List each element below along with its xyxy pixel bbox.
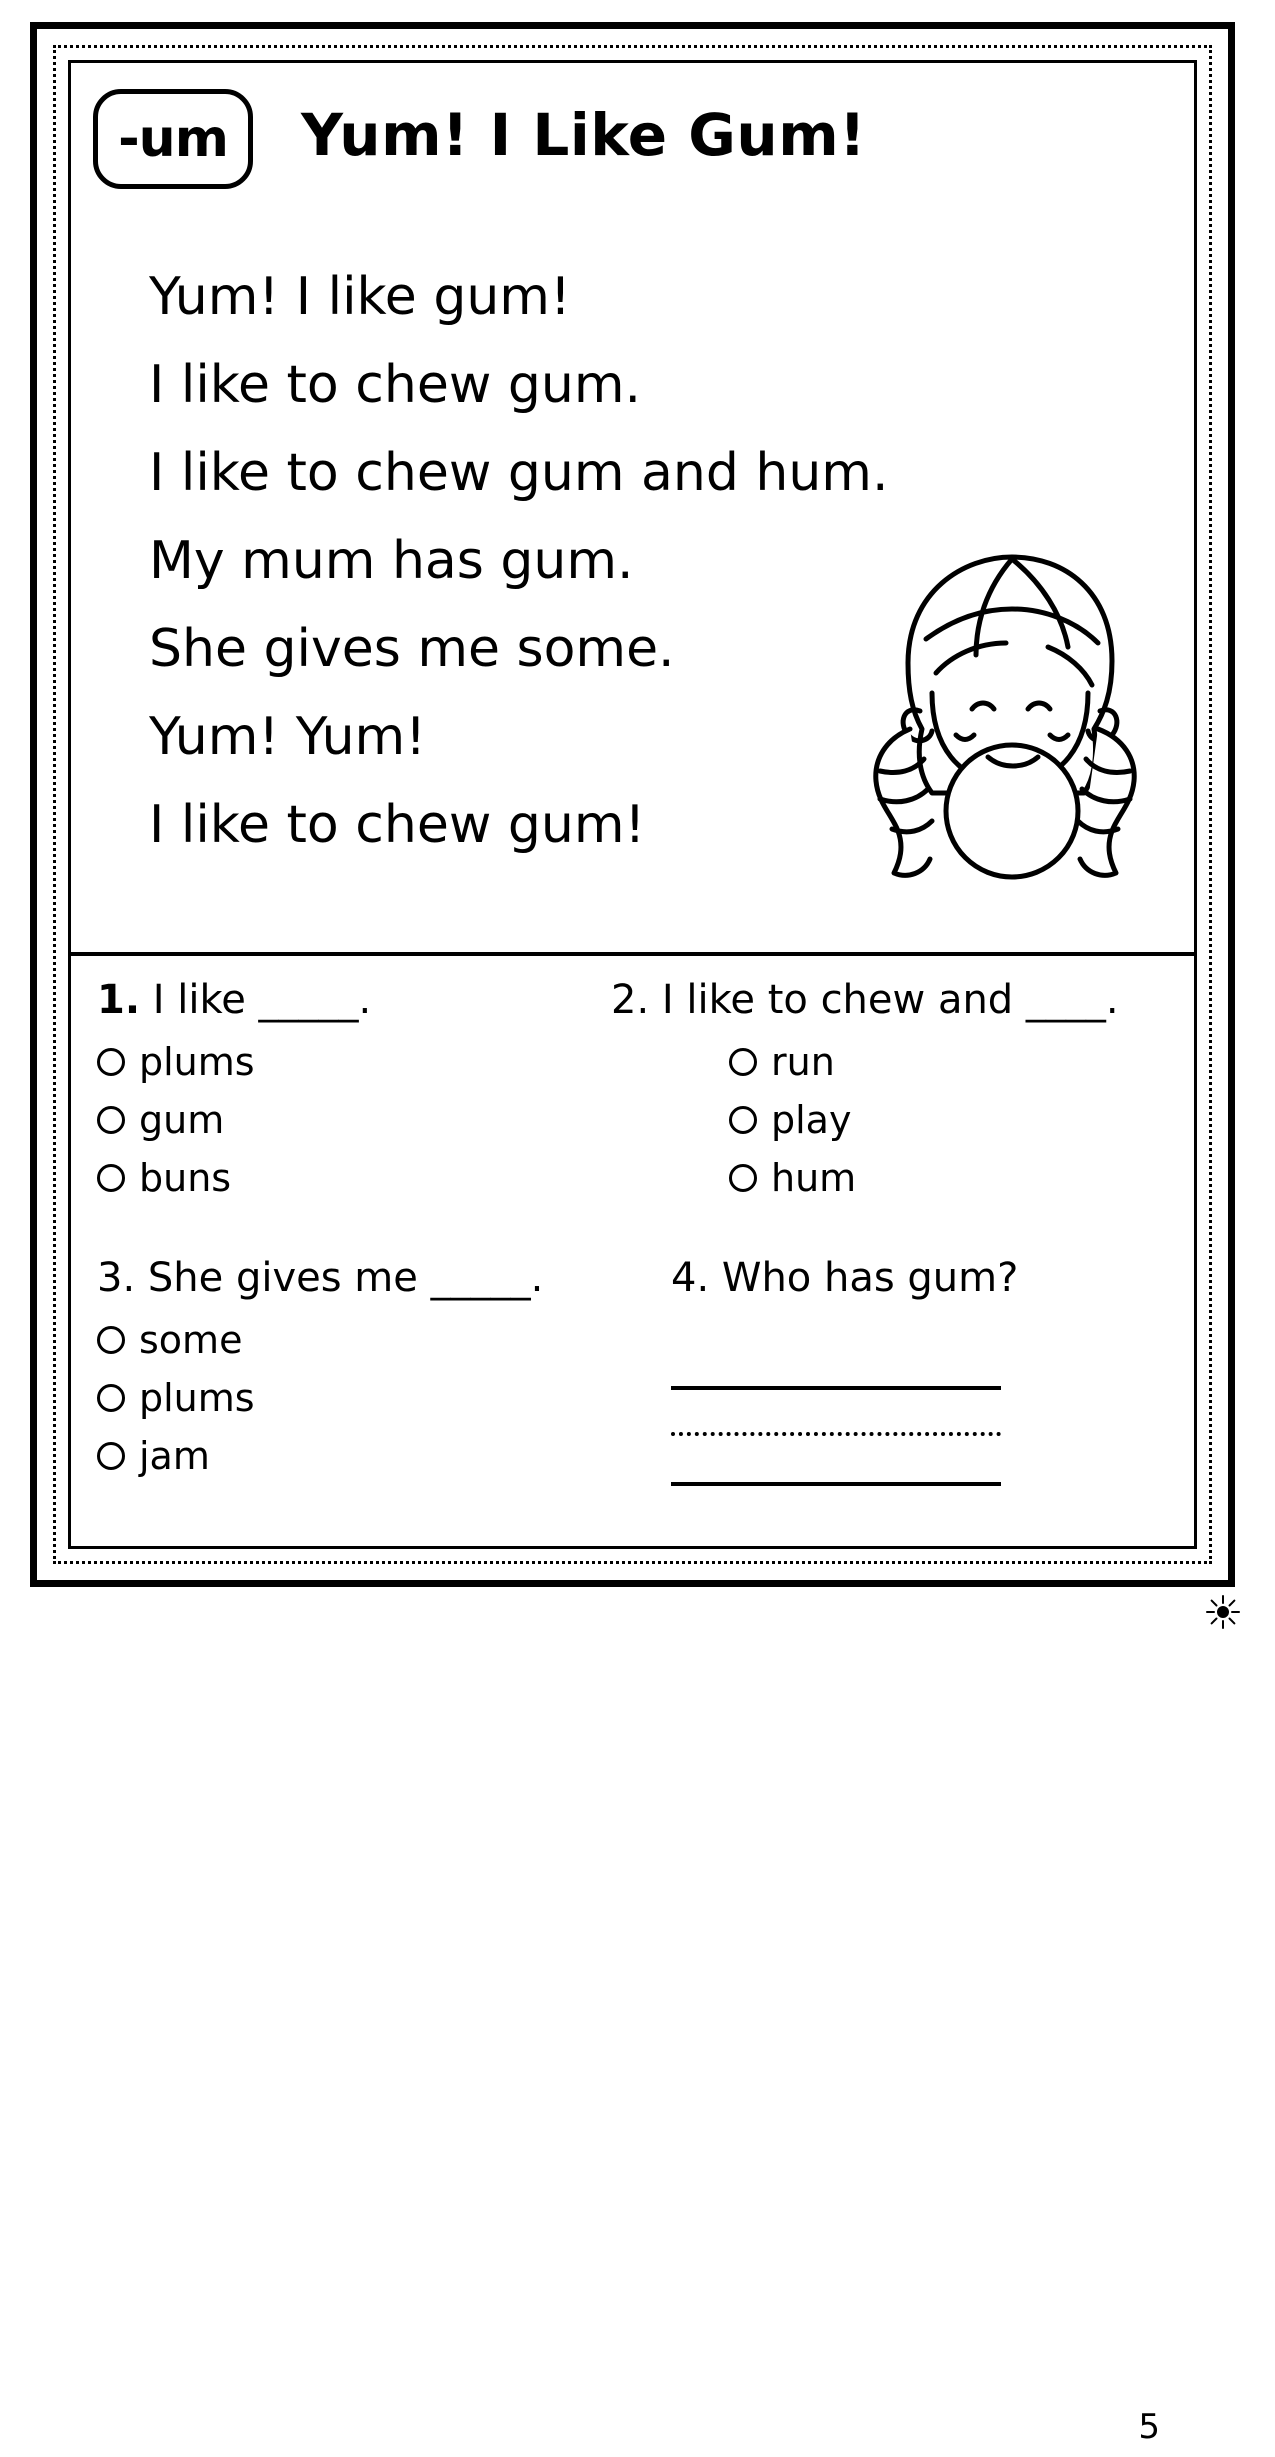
question-3-option-1[interactable]: [97, 1318, 597, 1362]
option-label: plums: [139, 1376, 255, 1420]
worksheet-page: [30, 22, 1235, 2447]
word-family-label: -um: [118, 109, 228, 169]
radio-bubble-icon[interactable]: [97, 1106, 125, 1134]
page-content: [68, 60, 1197, 2447]
question-1-option-1[interactable]: [97, 1040, 597, 1084]
story-line: My mum has gum.: [149, 531, 634, 591]
question-1-option-3[interactable]: [97, 1156, 597, 1200]
girl-blowing-bubble-gum-illustration: [836, 543, 1176, 903]
option-label: gum: [139, 1098, 225, 1142]
radio-bubble-icon[interactable]: [97, 1164, 125, 1192]
questions-section: [71, 956, 1194, 2457]
question-4: [671, 1252, 1191, 1486]
radio-bubble-icon[interactable]: [729, 1164, 757, 1192]
option-label: plums: [139, 1040, 255, 1084]
question-3-number: 3.: [97, 1255, 136, 1301]
question-2-prompt: [611, 974, 1191, 1026]
question-3-option-2[interactable]: [97, 1376, 597, 1420]
question-2-option-1[interactable]: [729, 1040, 1191, 1084]
question-4-prompt: [671, 1252, 1191, 1304]
radio-bubble-icon[interactable]: [729, 1048, 757, 1076]
question-4-number: 4.: [671, 1255, 710, 1301]
radio-bubble-icon[interactable]: [729, 1106, 757, 1134]
story-header: [71, 63, 1194, 213]
story-line: She gives me some.: [149, 619, 675, 679]
answer-line-solid-top[interactable]: [671, 1340, 1001, 1390]
question-3-option-3[interactable]: [97, 1434, 597, 1478]
story-line: I like to chew gum.: [149, 355, 642, 415]
answer-line-dotted-middle[interactable]: [671, 1390, 1001, 1436]
question-2-text: I like to chew and ____.: [661, 977, 1119, 1023]
story-line: I like to chew gum and hum.: [149, 443, 889, 503]
radio-bubble-icon[interactable]: [97, 1048, 125, 1076]
radio-bubble-icon[interactable]: [97, 1326, 125, 1354]
word-family-badge: [93, 89, 253, 189]
question-2-number: 2.: [611, 977, 650, 1023]
question-3-prompt: [97, 1252, 597, 1304]
question-3: [97, 1252, 597, 1478]
option-label: hum: [771, 1156, 857, 1200]
radio-bubble-icon[interactable]: [97, 1442, 125, 1470]
story-line: I like to chew gum!: [149, 795, 646, 855]
answer-line-solid-bottom[interactable]: [671, 1436, 1001, 1486]
option-label: jam: [139, 1434, 210, 1478]
page-title: Yum! I Like Gum!: [301, 101, 867, 169]
story-line: Yum! Yum!: [149, 707, 427, 767]
option-label: buns: [139, 1156, 232, 1200]
option-label: play: [771, 1098, 852, 1142]
question-2: [611, 974, 1191, 1200]
question-1-prompt: [97, 974, 597, 1026]
option-label: some: [139, 1318, 243, 1362]
page-number: 5: [1138, 2407, 1160, 2447]
sun-icon: [1205, 1594, 1241, 1630]
question-3-text: She gives me _____.: [147, 1255, 544, 1301]
story-section: [71, 63, 1194, 956]
question-4-text: Who has gum?: [721, 1255, 1019, 1301]
question-1: [97, 974, 597, 1200]
question-1-text: I like _____.: [152, 977, 372, 1023]
story-line: Yum! I like gum!: [149, 267, 571, 327]
radio-bubble-icon[interactable]: [97, 1384, 125, 1412]
question-1-option-2[interactable]: [97, 1098, 597, 1142]
question-4-answer-area[interactable]: [671, 1340, 1001, 1486]
question-2-option-3[interactable]: [729, 1156, 1191, 1200]
question-2-option-2[interactable]: [729, 1098, 1191, 1142]
option-label: run: [771, 1040, 835, 1084]
question-1-number: 1.: [97, 977, 141, 1023]
page-dotted-border: [53, 45, 1212, 2447]
